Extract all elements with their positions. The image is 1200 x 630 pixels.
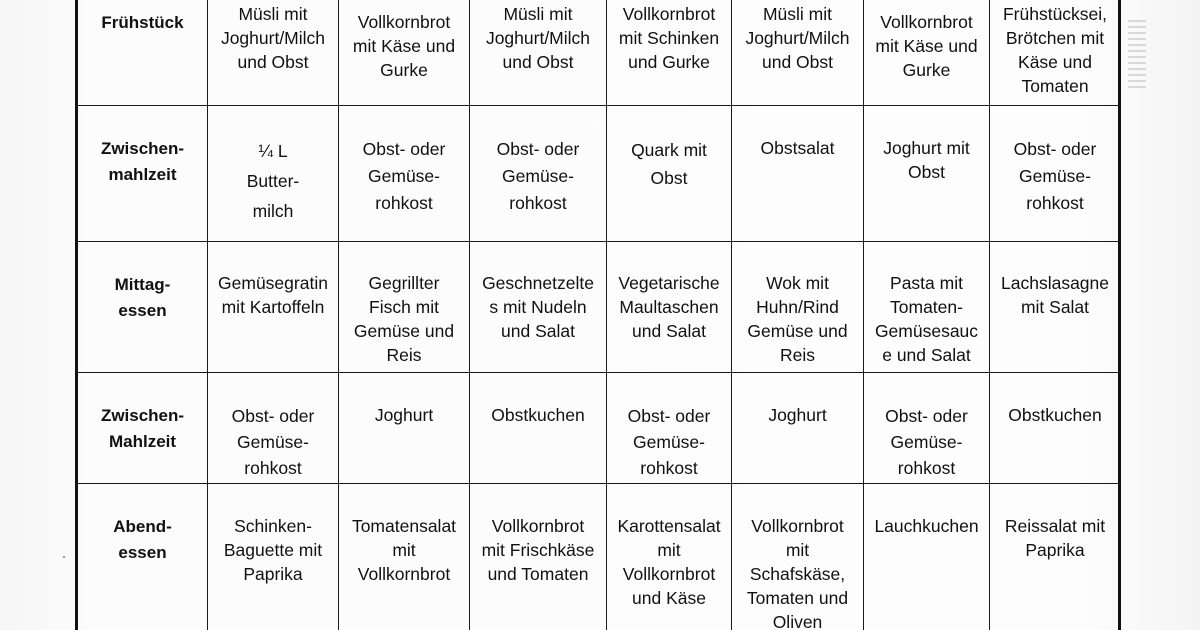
row-lunch [78,241,1121,372]
menu-cell [339,372,470,483]
cell-line: Vollkornbrot [622,563,716,584]
cell-line: Joghurt [374,404,434,425]
menu-cell [732,105,864,241]
cell-line: mit Frischkäse [481,539,595,560]
cell-line: Huhn/Rind [756,296,839,317]
cell-line: und Gurke [628,52,710,72]
menu-cell [864,105,990,241]
cell-line: mit Käse und [352,36,456,56]
cell-line: Tomatensalat [351,515,457,536]
cell-line: Gurke [902,60,951,80]
menu-cell [607,483,732,630]
menu-cell [732,241,864,372]
menu-cell [470,483,607,630]
cell-line: mit Kartoffeln [221,296,325,317]
cell-line: Vollkornbrot [880,12,973,32]
cell-line: Müsli mit [762,4,833,24]
meal-label [78,0,208,105]
cell-line: rohkost [509,192,567,213]
meal-label-line: Zwischen- [100,405,185,425]
cell-line: s mit Nudeln [489,296,587,317]
cell-line: rohkost [897,457,956,478]
cell-line: Gemüsegratin [218,272,328,293]
cell-line: Quark mit [631,139,707,160]
cell-line: und Salat [501,320,575,341]
cell-line: Reis [386,344,422,365]
cell-line: Obstkuchen [1008,404,1102,425]
cell-line: Obstsalat [760,137,835,158]
cell-line: Joghurt/Milch [485,28,591,48]
cell-line: Tomaten [1021,76,1089,96]
cell-line: Lachslasagne [1001,272,1109,293]
cell-line: Gemüse- [633,431,705,452]
cell-line: Joghurt mit [883,137,970,158]
menu-cell [339,483,470,630]
cell-line: und Käse [632,587,706,608]
menu-cell [339,0,470,105]
cell-line: Gemüsesauc [874,320,979,341]
cell-line: Schinken- [234,515,312,536]
cell-line: rohkost [375,192,433,213]
cell-line: Pasta mit [890,272,963,293]
row-snack-1 [78,105,1121,241]
cell-line: mit [785,539,810,560]
cell-line: rohkost [1026,192,1084,213]
cell-line: Karottensalat [617,515,721,536]
cell-line: Obst [650,167,688,188]
cell-line: und Obst [502,52,574,72]
cell-line: Obst- oder [885,405,968,426]
menu-cell [864,241,990,372]
cell-line: Vegetarische [618,272,720,293]
cell-line: Paprika [1025,539,1085,560]
cell-line: und Obst [761,52,834,72]
meal-label-line: mahlzeit [108,164,177,184]
menu-cell [208,241,339,372]
menu-cell [990,0,1121,105]
cell-line: Gegrillter [368,272,440,293]
cell-line: Vollkornbrot [357,12,451,32]
cell-line: Maultaschen [619,296,719,317]
menu-cell [864,483,990,630]
cell-line: Obst- oder [496,138,580,159]
meal-label [78,372,208,483]
cell-line: Obstkuchen [491,404,585,425]
cell-line: Obst- oder [231,405,315,426]
meal-label-line: Frühstück [101,13,184,32]
menu-cell [990,105,1121,241]
menu-cell [990,241,1121,372]
cell-line: Baguette mit [223,539,323,560]
cell-line: rohkost [244,457,302,478]
cell-line: Butter- [246,170,300,191]
meal-plan-body [78,0,1121,630]
menu-cell [339,241,470,372]
menu-cell [208,372,339,483]
meal-label-line: essen [118,542,167,562]
cell-line: Joghurt/Milch [220,28,326,48]
meal-label [78,105,208,241]
cell-line: mit [657,539,681,560]
menu-cell [864,372,990,483]
cell-line: ¼ L [258,140,288,161]
cell-line: Frühstücksei, [1002,4,1108,24]
cell-line: Lauchkuchen [874,515,979,536]
cell-line: Joghurt [768,404,827,425]
cell-line: Brötchen mit [1005,28,1105,48]
cell-line: Paprika [243,563,303,584]
cell-line: Gemüse- [1019,165,1091,186]
cell-line: Vollkornbrot [622,4,716,24]
menu-cell [208,0,339,105]
meal-label [78,483,208,630]
cell-line: Gemüse- [237,431,309,452]
meal-label-line: Mahlzeit [108,431,177,451]
cell-line: Obst- oder [627,405,711,426]
cell-line: Gemüse und [353,320,455,341]
cell-line: Müsli mit [503,4,573,24]
menu-cell [470,0,607,105]
scan-artifact [1128,20,1146,90]
cell-line: Müsli mit [238,4,308,24]
menu-cell [732,0,864,105]
menu-cell [470,241,607,372]
cell-line: und Obst [237,52,309,72]
menu-cell [864,0,990,105]
menu-cell [990,483,1121,630]
cell-line: Gemüse- [502,165,574,186]
cell-line: und Tomaten [487,563,589,584]
cell-line: Reissalat mit [1004,515,1106,536]
cell-line: Reis [779,344,815,365]
cell-line: rohkost [640,457,698,478]
menu-cell [607,105,732,241]
menu-cell [607,372,732,483]
meal-label [78,241,208,372]
scan-dust-dot [63,556,65,558]
cell-line: Joghurt/Milch [745,28,850,48]
cell-line: Obst- oder [362,138,446,159]
meal-label-line: essen [118,300,167,320]
cell-line: Tomaten- [890,296,963,317]
cell-line: mit Schinken [618,28,720,48]
menu-cell [208,483,339,630]
cell-line: Käse und [1018,52,1092,72]
menu-cell [607,241,732,372]
menu-cell [732,483,864,630]
menu-cell [208,105,339,241]
cell-line: mit Salat [1020,296,1090,317]
cell-line: mit [392,539,416,560]
meal-label-line: Mittag- [114,274,171,294]
menu-cell [470,372,607,483]
cell-line: Vollkornbrot [357,563,451,584]
row-dinner [78,483,1121,630]
cell-line: Obst [908,161,945,182]
cell-line: Gemüse und [747,320,848,341]
cell-line: Tomaten und [746,587,849,608]
cell-line: Oliven [772,611,823,630]
menu-cell [990,372,1121,483]
cell-line: milch [252,200,294,221]
cell-line: und Salat [632,320,706,341]
meal-label-line: Abend- [113,516,172,536]
meal-plan-table [77,0,1121,630]
cell-line: Geschnetzelte [482,272,594,293]
row-snack-2 [78,372,1121,483]
menu-cell [607,0,732,105]
cell-line: Fisch mit [369,296,439,317]
cell-line: Gurke [380,60,428,80]
row-breakfast [78,0,1121,105]
cell-line: Vollkornbrot [751,515,844,536]
meal-label-line: Zwischen- [100,138,185,158]
menu-cell [339,105,470,241]
menu-cell [732,372,864,483]
cell-line: Obst- oder [1013,138,1097,159]
cell-line: Vollkornbrot [491,515,585,536]
cell-line: mit Käse und [875,36,978,56]
cell-line: Gemüse- [890,431,963,452]
table-left-border [75,0,78,630]
cell-line: Wok mit [766,272,829,293]
cell-line: e und Salat [882,344,971,365]
table-right-border [1118,0,1121,630]
menu-cell [470,105,607,241]
cell-line: Schafskäse, [749,563,846,584]
cell-line: Gemüse- [368,165,440,186]
